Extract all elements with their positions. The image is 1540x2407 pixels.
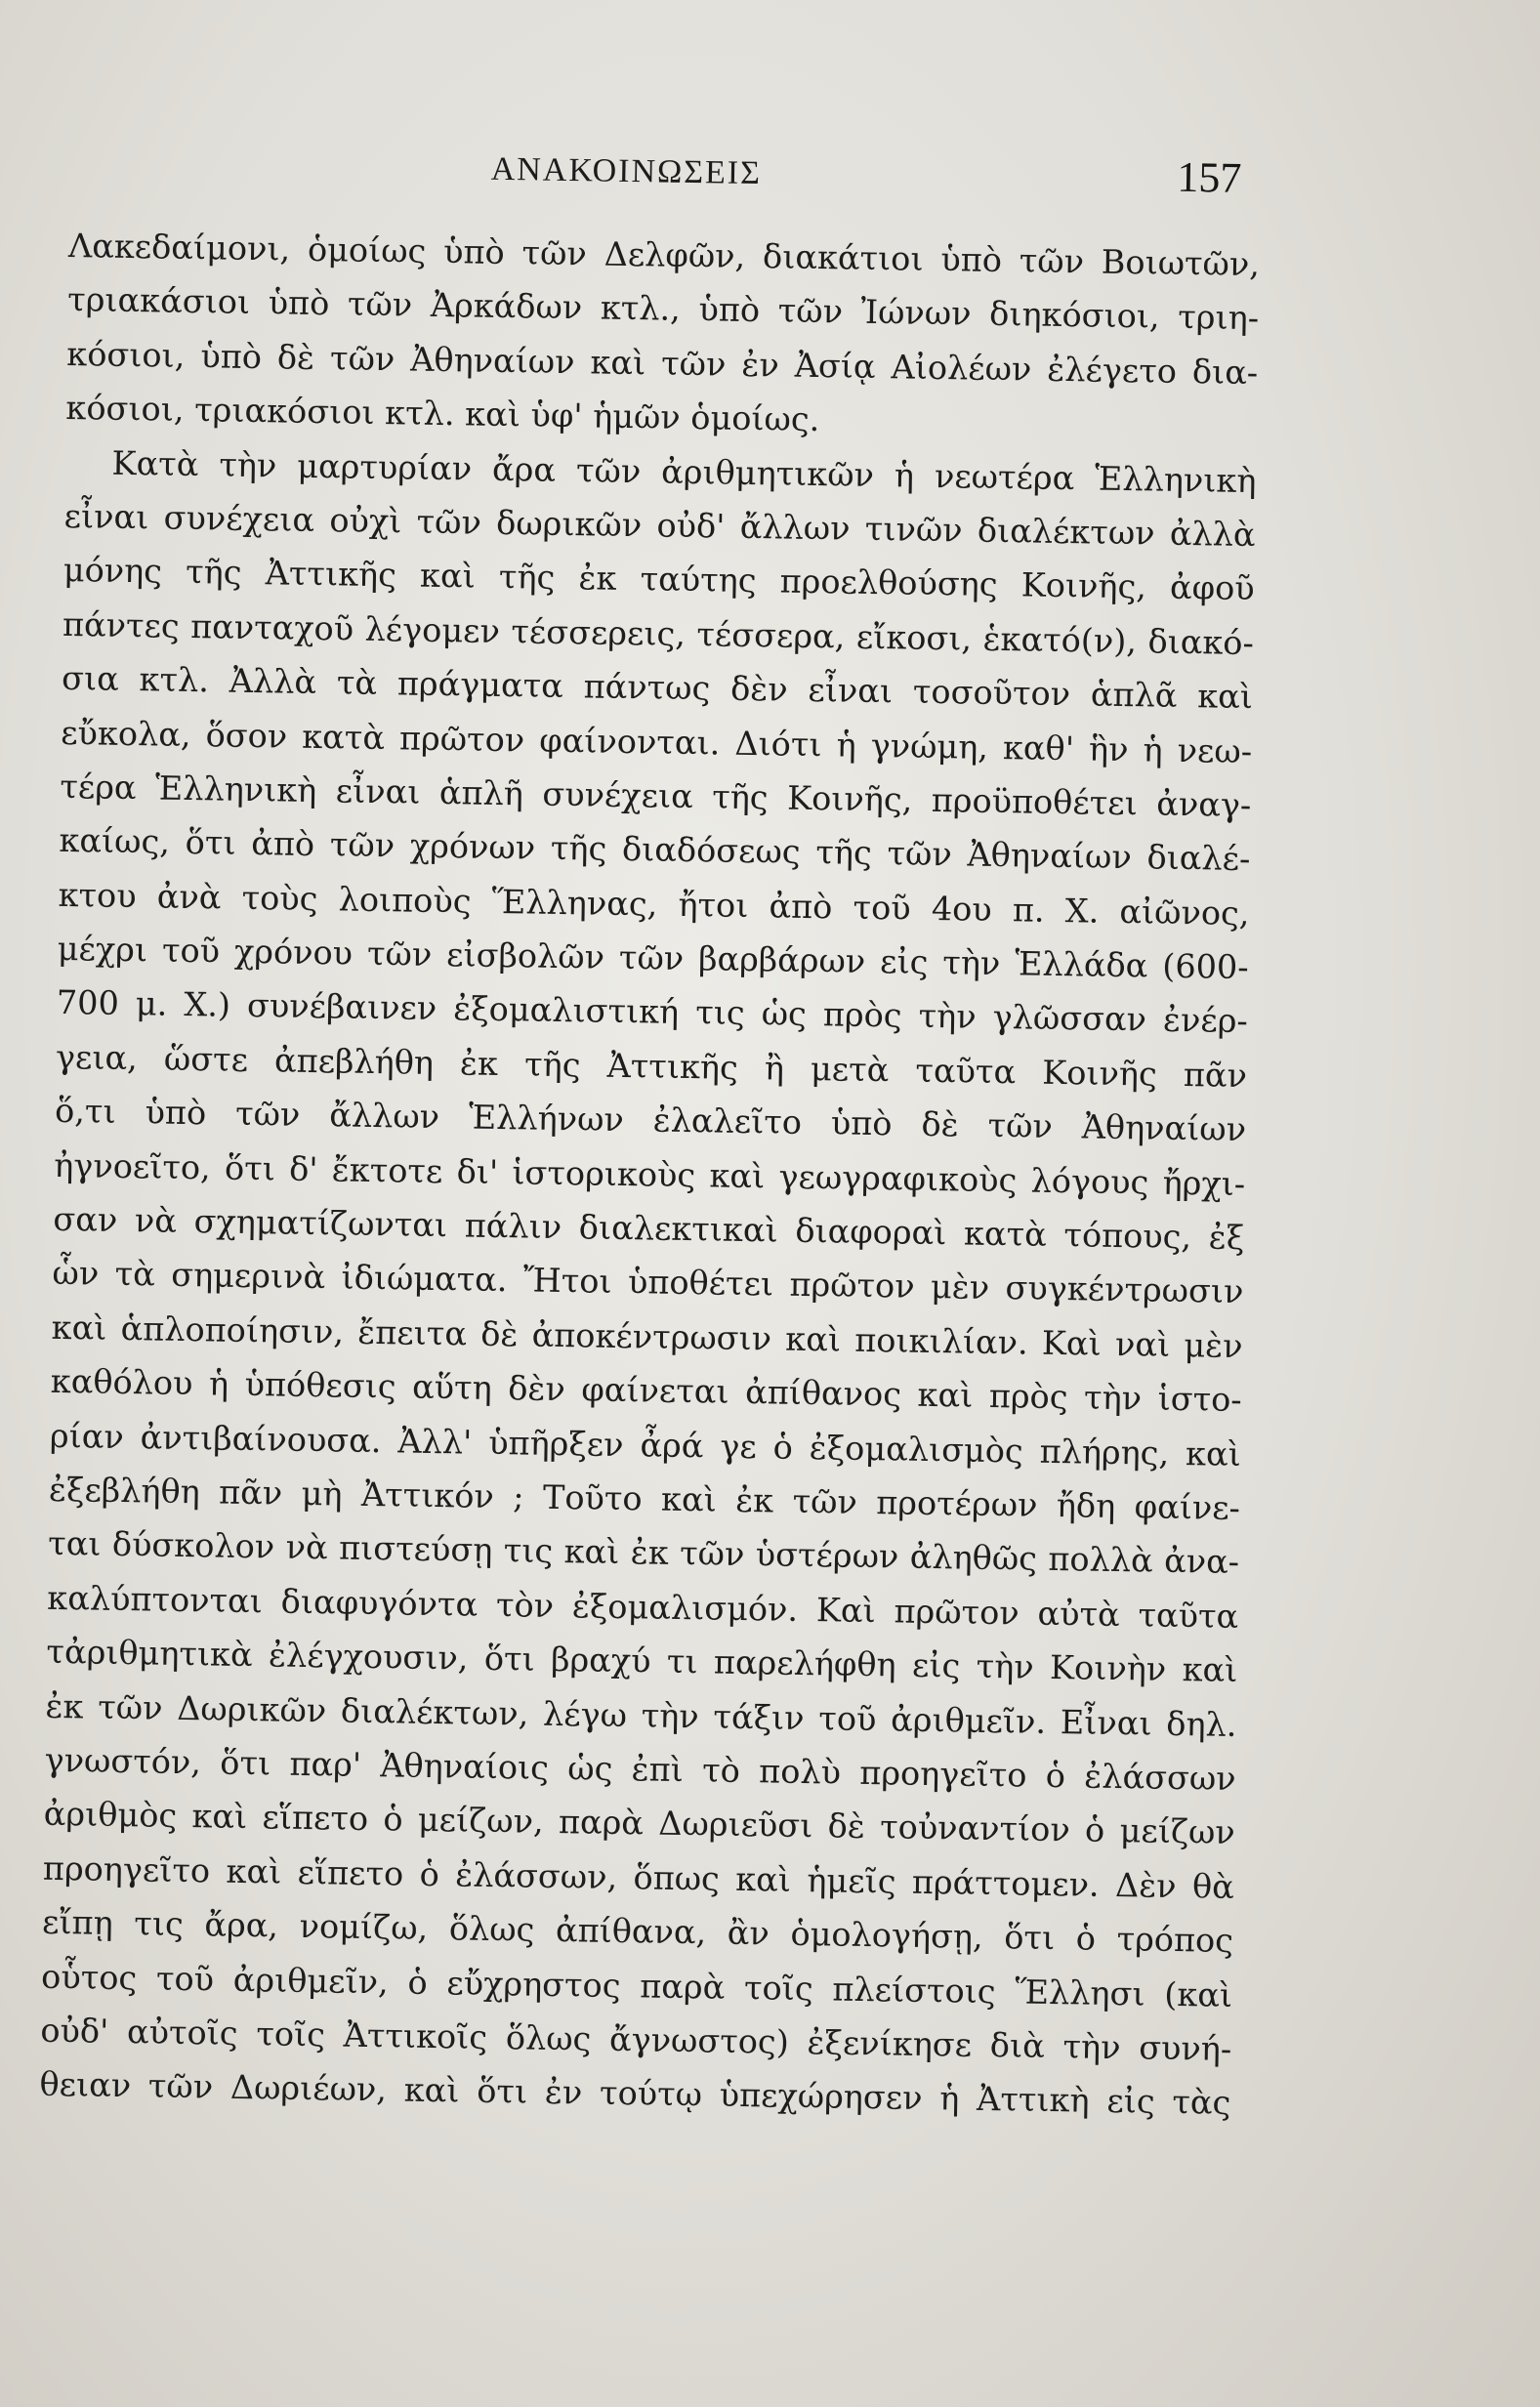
- text-line: τριακάσιοι ὑπὸ τῶν Ἀρκάδων κτλ., ὑπὸ τῶν Ἰώνων διηκόσιοι, τριη-: [66, 280, 1260, 338]
- text-line: Λακεδαίμονι, ὁμοίως ὑπὸ τῶν Δελφῶν, διακάτιοι ὑπὸ τῶν Βοιωτῶν,: [67, 226, 1261, 284]
- text-line: καὶ ἁπλοποίησιν, ἔπειτα δὲ ἀποκέντρωσιν καὶ ποικιλίαν. Καὶ ναὶ μὲν: [51, 1307, 1243, 1365]
- text-line: καίως, ὅτι ἀπὸ τῶν χρόνων τῆς διαδόσεως τῆς τῶν Ἀθηναίων διαλέ-: [59, 821, 1251, 879]
- text-line: οὗτος τοῦ ἀριθμεῖν, ὁ εὔχρηστος παρὰ τοῖς πλείστοις Ἕλλησι (καὶ: [40, 1957, 1233, 2014]
- text-line: ἠγνοεῖτο, ὅτι δ' ἔκτοτε δι' ἱστορικοὺς καὶ γεωγραφικοὺς λόγους ἤρχι-: [53, 1145, 1246, 1203]
- text-line: ἐκ τῶν Δωρικῶν διαλέκτων, λέγω τὴν τάξιν τοῦ ἀριθμεῖν. Εἶναι δηλ.: [45, 1686, 1237, 1744]
- text-line: εἴπῃ τις ἄρα, νομίζω, ὅλως ἀπίθανα, ἂν ὁμολογήσῃ, ὅτι ὁ τρόπος: [41, 1902, 1234, 1961]
- text-line: εὔκολα, ὅσον κατὰ πρῶτον φαίνονται. Διότι ἡ γνώμη, καθ' ἣν ἡ νεω-: [60, 713, 1253, 770]
- text-line: ὧν τὰ σημερινὰ ἰδιώματα. Ἤτοι ὑποθέτει πρῶτον μὲν συγκέντρωσιν: [52, 1254, 1244, 1311]
- text-line: ἀριθμὸς καὶ εἵπετο ὁ μείζων, παρὰ Δωριεῦσι δὲ τοὐναντίον ὁ μείζων: [43, 1795, 1236, 1852]
- text-line: κτου ἀνὰ τοὺς λοιποὺς Ἕλληνας, ἤτοι ἀπὸ τοῦ 4ου π. Χ. αἰῶνος,: [58, 875, 1250, 933]
- text-line: ται δύσκολον νὰ πιστεύσῃ τις καὶ ἐκ τῶν ὑστέρων ἀληθῶς πολλὰ ἀνα-: [47, 1524, 1240, 1582]
- text-line: θειαν τῶν Δωριέων, καὶ ὅτι ἐν τούτῳ ὑπεχώρησεν ἡ Ἀττικὴ εἰς τὰς: [39, 2065, 1231, 2123]
- text-line: καθόλου ἡ ὑπόθεσις αὕτη δὲν φαίνεται ἀπίθανος καὶ πρὸς τὴν ἱστο-: [50, 1362, 1242, 1420]
- text-line: ρίαν ἀντιβαίνουσα. Ἀλλ' ὑπῆρξεν ἆρά γε ὁ ἐξομαλισμὸς πλήρης, καὶ: [49, 1416, 1242, 1473]
- text-line: κόσιοι, ὑπὸ δὲ τῶν Ἀθηναίων καὶ τῶν ἐν Ἀσίᾳ Αἰολέων ἐλέγετο δια-: [66, 334, 1259, 392]
- text-line: σια κτλ. Ἀλλὰ τὰ πράγματα πάντως δὲν εἶναι τοσοῦτον ἁπλᾶ καὶ: [61, 659, 1254, 717]
- text-line: τέρα Ἑλληνικὴ εἶναι ἁπλῆ συνέχεια τῆς Κοινῆς, προϋποθέτει ἀναγ-: [60, 767, 1252, 824]
- text-line: ὅ,τι ὑπὸ τῶν ἄλλων Ἑλλήνων ἐλαλεῖτο ὑπὸ δὲ τῶν Ἀθηναίων: [54, 1092, 1247, 1149]
- page-number: 157: [1176, 152, 1242, 202]
- text-line: γεια, ὥστε ἀπεβλήθη ἐκ τῆς Ἀττικῆς ἢ μετὰ ταῦτα Κοινῆς πᾶν: [55, 1037, 1248, 1095]
- paragraph-first-line: Κατὰ τὴν μαρτυρίαν ἄρα τῶν ἀριθμητικῶν ἡ νεωτέρα Ἑλληνικὴ: [111, 443, 1257, 500]
- text-line: μέχρι τοῦ χρόνου τῶν εἰσβολῶν τῶν βαρβάρων εἰς τὴν Ἑλλάδα (600-: [57, 929, 1249, 987]
- text-line: οὐδ' αὐτοῖς τοῖς Ἀττικοῖς ὅλως ἄγνωστος) ἐξενίκησε διὰ τὴν συνή-: [40, 2011, 1232, 2068]
- page-content: [39, 127, 1262, 2131]
- text-line: γνωστόν, ὅτι παρ' Ἀθηναίοις ὡς ἐπὶ τὸ πολὺ προηγεῖτο ὁ ἐλάσσων: [44, 1740, 1236, 1798]
- text-line: 700 μ. Χ.) συνέβαινεν ἐξομαλιστική τις ὡς πρὸς τὴν γλῶσσαν ἐνέρ-: [56, 983, 1249, 1041]
- text-line: κόσιοι, τριακόσιοι κτλ. καὶ ὑφ' ἡμῶν ὁμοίως.: [65, 389, 820, 439]
- text-line: προηγεῖτο καὶ εἵπετο ὁ ἐλάσσων, ὅπως καὶ ἡμεῖς πράττομεν. Δὲν θὰ: [42, 1848, 1235, 1906]
- text-line: μόνης τῆς Ἀττικῆς καὶ τῆς ἐκ ταύτης προελθούσης Κοινῆς, ἀφοῦ: [62, 551, 1256, 608]
- body-text: [39, 219, 1260, 2131]
- text-line: καλύπτονται διαφυγόντα τὸν ἐξομαλισμόν. Καὶ πρῶτον αὐτὰ ταῦτα: [47, 1578, 1239, 1636]
- running-title: ΑΝΑΚΟΙΝΩΣΕΙΣ: [490, 150, 763, 192]
- text-line: πάντες πανταχοῦ λέγομεν τέσσερεις, τέσσερα, εἴκοσι, ἑκατό(ν), διακό-: [62, 604, 1255, 662]
- running-head: [69, 127, 1262, 214]
- text-line: εἶναι συνέχεια οὐχὶ τῶν δωρικῶν οὐδ' ἄλλων τινῶν διαλέκτων ἀλλὰ: [63, 496, 1256, 555]
- text-line: σαν νὰ σχηματίζωνται πάλιν διαλεκτικαὶ διαφοραὶ κατὰ τόπους, ἐξ: [53, 1199, 1245, 1258]
- text-line: τἀριθμητικὰ ἐλέγχουσιν, ὅτι βραχύ τι παρελήφθη εἰς τὴν Κοινὴν καὶ: [46, 1632, 1238, 1690]
- text-line: ἐξεβλήθη πᾶν μὴ Ἀττικόν ; Τοῦτο καὶ ἐκ τῶν προτέρων ἤδη φαίνε-: [48, 1470, 1241, 1527]
